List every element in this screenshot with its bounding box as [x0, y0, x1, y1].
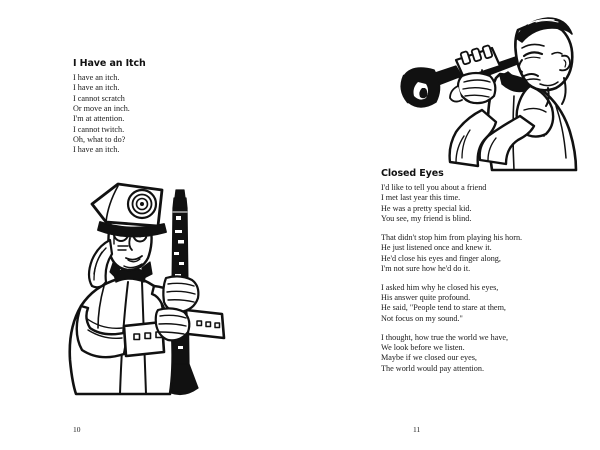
shako-hat	[92, 184, 166, 237]
poem-line: Or move an inch.	[73, 104, 130, 114]
poem-line: He just listened once and knew it.	[381, 243, 492, 253]
stanza	[381, 333, 522, 374]
poem-line: I met last year this time.	[381, 193, 461, 203]
poem-line: I thought, how true the world we have,	[381, 332, 509, 342]
poem-closed-eyes	[381, 168, 522, 374]
poem-line: His answer quite profound.	[381, 293, 471, 303]
poem-title-closed-eyes: Closed Eyes	[381, 168, 444, 179]
poem-line: I cannot scratch	[73, 93, 125, 103]
poem-line: We look before we listen.	[381, 342, 465, 352]
poem-line: I'm at attention.	[73, 114, 125, 124]
poem-line: He said, "People tend to stare at them,	[381, 303, 506, 313]
poem-line: I'm not sure how he'd do it.	[381, 263, 471, 273]
poem-line: Not focus on my sound."	[381, 313, 463, 323]
page-number-right: 11	[413, 425, 421, 434]
stanza	[73, 73, 146, 156]
stanza	[381, 283, 522, 324]
poem-line: The world would pay attention.	[381, 363, 485, 373]
poem-line: I'd like to tell you about a friend	[381, 183, 487, 192]
poem-line: He was a pretty special kid.	[381, 203, 472, 213]
uniform-jacket	[70, 276, 224, 394]
poem-line: You see, my friend is blind.	[381, 214, 472, 224]
stanza	[381, 233, 522, 274]
right-page	[300, 0, 600, 450]
poem-line: I have an itch.	[73, 83, 120, 93]
poem-line: He'd close his eyes and finger along,	[381, 253, 501, 263]
poem-line: Oh, what to do?	[73, 135, 126, 145]
poem-title-i-have-an-itch: I Have an Itch	[73, 58, 146, 69]
poem-line: I have an itch.	[73, 73, 120, 82]
poem-line: That didn't stop him from playing his horn.	[381, 232, 523, 242]
illustration-trumpet-player	[396, 14, 592, 174]
ponytail	[89, 240, 112, 287]
poem-line: I have an itch.	[73, 145, 120, 155]
illustration-clarinet-player	[58, 182, 248, 404]
poem-line: I cannot twitch.	[73, 124, 125, 134]
poem-i-have-an-itch	[73, 58, 146, 156]
page-number-left: 10	[73, 425, 81, 434]
poem-line: Maybe if we closed our eyes,	[381, 353, 477, 363]
poem-line: I asked him why he closed his eyes,	[381, 282, 499, 292]
stanza	[381, 183, 522, 224]
